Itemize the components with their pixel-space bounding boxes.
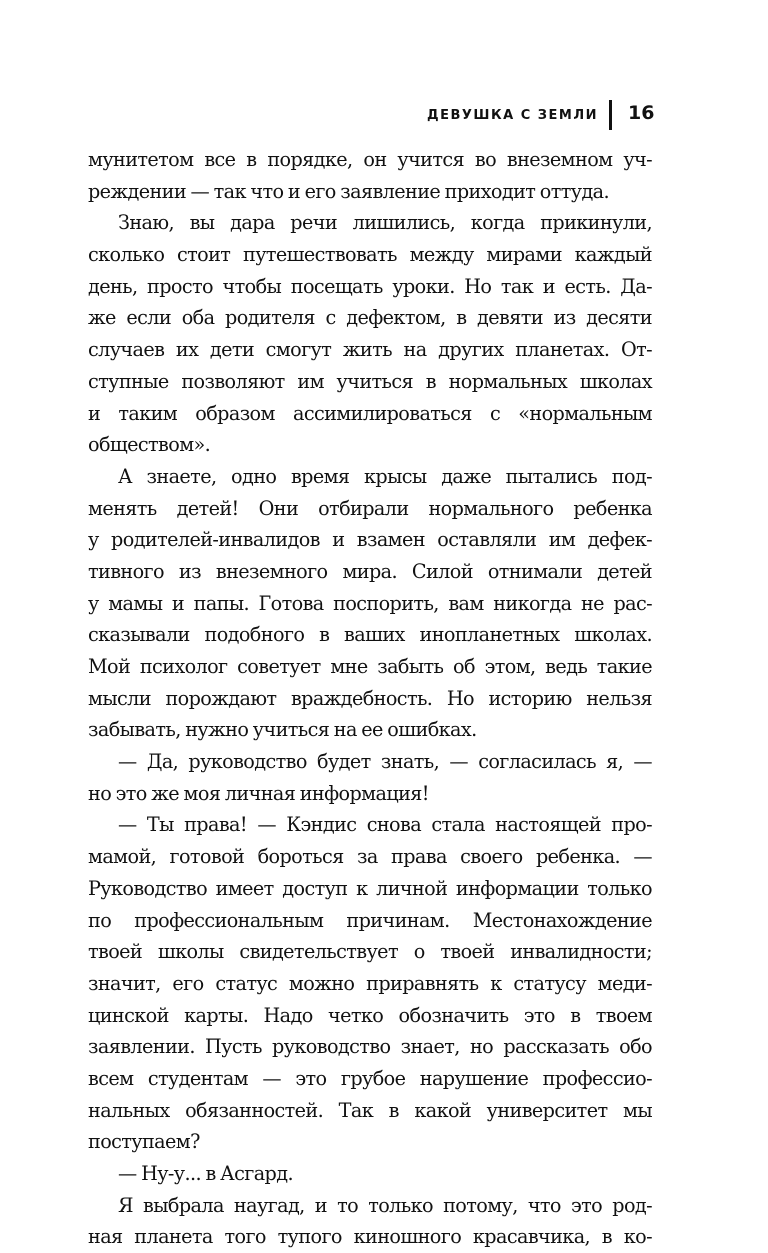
text-line: по профессиональным причинам. Местонахождение (88, 908, 652, 932)
text-line: ступные позволяют им учиться в нормальных школах (88, 369, 652, 393)
text-line: — Ну-у... в Асгард. (118, 1162, 293, 1185)
text-line: Мой психолог советует мне забыть об этом, ведь такие (88, 655, 652, 678)
text-line: Знаю, вы дара речи лишились, когда прикинули, (118, 211, 652, 235)
running-header (0, 100, 768, 130)
text-line: сказывали подобного в ваших инопланетных школах. (88, 623, 652, 647)
text-line: мысли порождают враждебность. Но историю нельзя (88, 686, 652, 710)
text-line: заявлении. Пусть руководство знает, но рассказать обо (88, 1035, 652, 1059)
text-line: всем студентам — это грубое нарушение профессио- (88, 1066, 652, 1090)
text-line: А знаете, одно время крысы даже пытались под- (118, 464, 652, 488)
text-line: же если оба родителя с дефектом, в девяти из десяти (88, 306, 652, 330)
text-line: — Да, руководство будет знать, — согласилась я, — (118, 750, 652, 774)
text-line: менять детей! Они отбирали нормального ребенка (88, 496, 652, 520)
text-line: Я выбрала наугад, и то только потому, что это род- (118, 1193, 652, 1217)
text-line: значит, его статус можно приравнять к статусу меди- (88, 971, 652, 995)
text-line: случаев их дети смогут жить на других планетах. От- (88, 338, 652, 362)
running-title: ДЕВУШКА С ЗЕМЛИ (427, 108, 598, 123)
text-line: тивного из внеземного мира. Силой отнимали детей (88, 559, 652, 583)
text-line: забывать, нужно учиться на ее ошибках. (88, 718, 477, 742)
text-line: — Ты права! — Кэндис снова стала настоящей про- (118, 813, 652, 837)
text-line: нальных обязанностей. Так в какой университет мы (88, 1098, 652, 1122)
text-line: обществом». (88, 433, 211, 457)
text-line: у мамы и папы. Готова поспорить, вам никогда не рас- (88, 591, 652, 615)
text-line: твоей школы свидетельствует о твоей инвалидности; (88, 940, 652, 964)
text-line: и таким образом ассимилироваться с «нормальным (88, 401, 652, 425)
text-line: у родителей-инвалидов и взамен оставляли им дефек- (88, 528, 652, 552)
text-line: мамой, готовой бороться за права своего ребенка. — (88, 845, 652, 869)
text-line: сколько стоит путешествовать между мирами каждый (88, 243, 652, 267)
text-line: но это же моя личная информация! (88, 781, 429, 805)
body-text (88, 144, 652, 1253)
text-line: цинской карты. Надо четко обозначить это в твоем (88, 1003, 652, 1027)
text-line: день, просто чтобы посещать уроки. Но так и есть. Да- (88, 274, 652, 298)
text-line: Руководство имеет доступ к личной информации только (88, 876, 652, 900)
text-line: поступаем? (88, 1130, 200, 1154)
text-line: реждении — так что и его заявление приходит оттуда. (88, 179, 610, 203)
header-divider (609, 100, 612, 130)
text-line: мунитетом все в порядке, он учится во внеземном уч- (88, 148, 652, 171)
text-line: ная планета того тупого киношного красавчика, в ко- (88, 1225, 652, 1249)
page-number: 16 (628, 102, 655, 124)
